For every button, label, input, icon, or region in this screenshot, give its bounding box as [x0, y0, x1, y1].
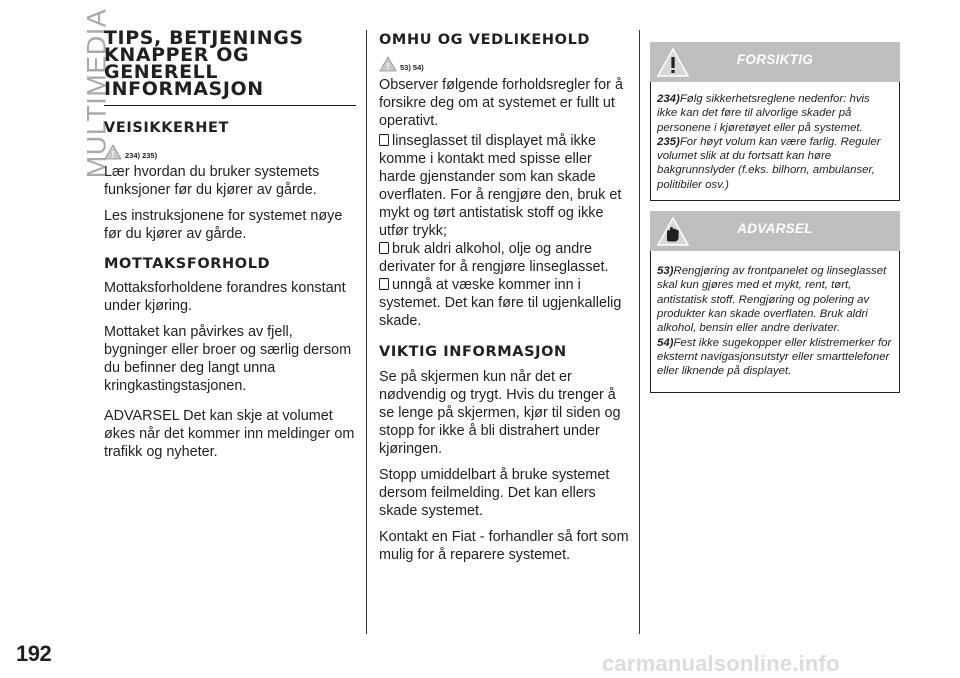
chapter-title-line: TIPS, BETJENINGS — [104, 27, 304, 49]
section-heading-road-safety: VEISIKKERHET — [104, 120, 230, 136]
chapter-title-line: KNAPPER OG — [104, 44, 250, 66]
reference-numbers: 53) 54) — [400, 63, 424, 72]
warning-item — [657, 264, 893, 335]
warning-triangle-icon — [104, 144, 122, 160]
warning-item-number: 53) — [657, 265, 674, 278]
caution-item-number: 235) — [657, 135, 680, 148]
caution-item-number: 234) — [657, 93, 680, 105]
chapter-title-line: INFORMASJON — [104, 78, 264, 100]
section-heading-reception: MOTTAKSFORHOLD — [104, 256, 271, 272]
paragraph: Les instruksjonene for systemet nøye før du kjører av gårde. — [104, 208, 343, 242]
caution-box-title: FORSIKTIG — [736, 52, 814, 67]
list-item — [379, 276, 629, 330]
paragraph: Stopp umiddelbart å bruke systemet dersom feilmelding. Det kan ellers skade systemet. — [379, 467, 610, 519]
chapter-title — [104, 27, 356, 106]
section-tab-label: MULTIMEDIA — [81, 8, 112, 179]
reference-numbers: 234) 235) — [125, 151, 158, 160]
list-item-text: unngå at væske kommer inn i systemet. Det kan føre til ugjenkallelig skade. — [379, 277, 622, 329]
paragraph: Lær hvordan du bruker systemets funksjoner før du kjører av gårde. — [104, 164, 320, 198]
list-item — [379, 240, 629, 276]
caution-box — [650, 42, 900, 201]
watermark: carmanualsonline.info — [602, 651, 840, 676]
caution-item — [657, 92, 893, 135]
caution-item-text: Følg sikkerhetsreglene nedenfor: hvis ikke kan det føre til alvorlige skader på personene i kjøretøyet eller på systemet. — [657, 93, 870, 134]
section-heading-care: OMHU OG VEDLIKEHOLD — [379, 32, 591, 48]
paragraph: Observer følgende forholdsregler for å forsikre deg om at systemet er fullt ut operativt. — [379, 77, 623, 129]
chapter-title-line: GENERELL — [104, 61, 219, 83]
warning-item-number: 54) — [657, 336, 674, 349]
warning-box-title: ADVARSEL — [737, 221, 813, 237]
svg-text:!: ! — [111, 149, 115, 160]
paragraph: Kontakt en Fiat - forhandler så fort som mulig for å reparere systemet. — [379, 529, 629, 563]
warning-box-body — [650, 251, 900, 393]
reference-marker — [104, 140, 356, 160]
list-item-text: linseglasset til displayet må ikke komme i kontakt med spisse eller harde gjenstander som kan skade overflaten. For å rengjøre den, bruk et mykt og tørt antistatisk stoff og ikke utfør trykk; — [379, 133, 622, 239]
page-number: 192 — [16, 641, 52, 666]
warning-triangle-icon — [379, 56, 397, 72]
list-item-text: bruk aldri alkohol, olje og andre derivater for å rengjøre linseglasset. — [379, 241, 609, 275]
section-tab — [54, 8, 112, 179]
warning-item-text: Rengjøring av frontpanelet og linseglasset skal kun gjøres med et mykt, rent, tørt, antistatisk stoff. Rengjøring og polering av produkter kan skade overflaten. Bruk aldri alkohol, bensin eller andre derivater. — [657, 265, 887, 335]
svg-text:!: ! — [386, 61, 390, 72]
square-bullet-icon — [379, 134, 389, 146]
list-item — [379, 132, 629, 240]
column-left — [104, 27, 356, 461]
caution-box-body — [650, 82, 900, 201]
caution-item-text: For høyt volum kan være farlig. Reguler volumet slik at du fortsatt kan høre bakgrunnslyder (f.eks. bilhorn, ambulanser, politibiler osv.) — [657, 135, 881, 191]
column-right — [650, 30, 900, 393]
square-bullet-icon — [379, 278, 389, 290]
warning-box — [650, 211, 900, 393]
caution-item — [657, 135, 893, 192]
square-bullet-icon — [379, 242, 389, 254]
paragraph: Se på skjermen kun når det er nødvendig og trygt. Hvis du trenger å se lenge på skjermen, kjør til siden og stopp for ikke å bli distrahert under kjøringen. — [379, 369, 621, 457]
reference-marker — [379, 52, 629, 72]
column-divider — [366, 30, 367, 634]
column-divider — [639, 30, 640, 634]
column-middle — [379, 30, 629, 564]
warning-box-header — [650, 211, 900, 251]
section-heading-important-info: VIKTIG INFORMASJON — [379, 344, 567, 360]
paragraph: Mottaket kan påvirkes av fjell, bygninger eller broer og særlig dersom du befinner deg langt unna kringkastingstasjonen. — [104, 324, 352, 394]
caution-box-header — [650, 42, 900, 82]
warning-item-text: Fest ikke sugekopper eller klistremerker for eksternt navigasjonsutstyr eller smarttelefoner eller liknende på displayet. — [657, 336, 892, 378]
paragraph: Mottaksforholdene forandres konstant under kjøring. — [104, 280, 346, 314]
paragraph: ADVARSEL Det kan skje at volumet økes når det kommer inn meldinger om trafikk og nyheter. — [104, 408, 355, 460]
warning-item — [657, 336, 893, 379]
